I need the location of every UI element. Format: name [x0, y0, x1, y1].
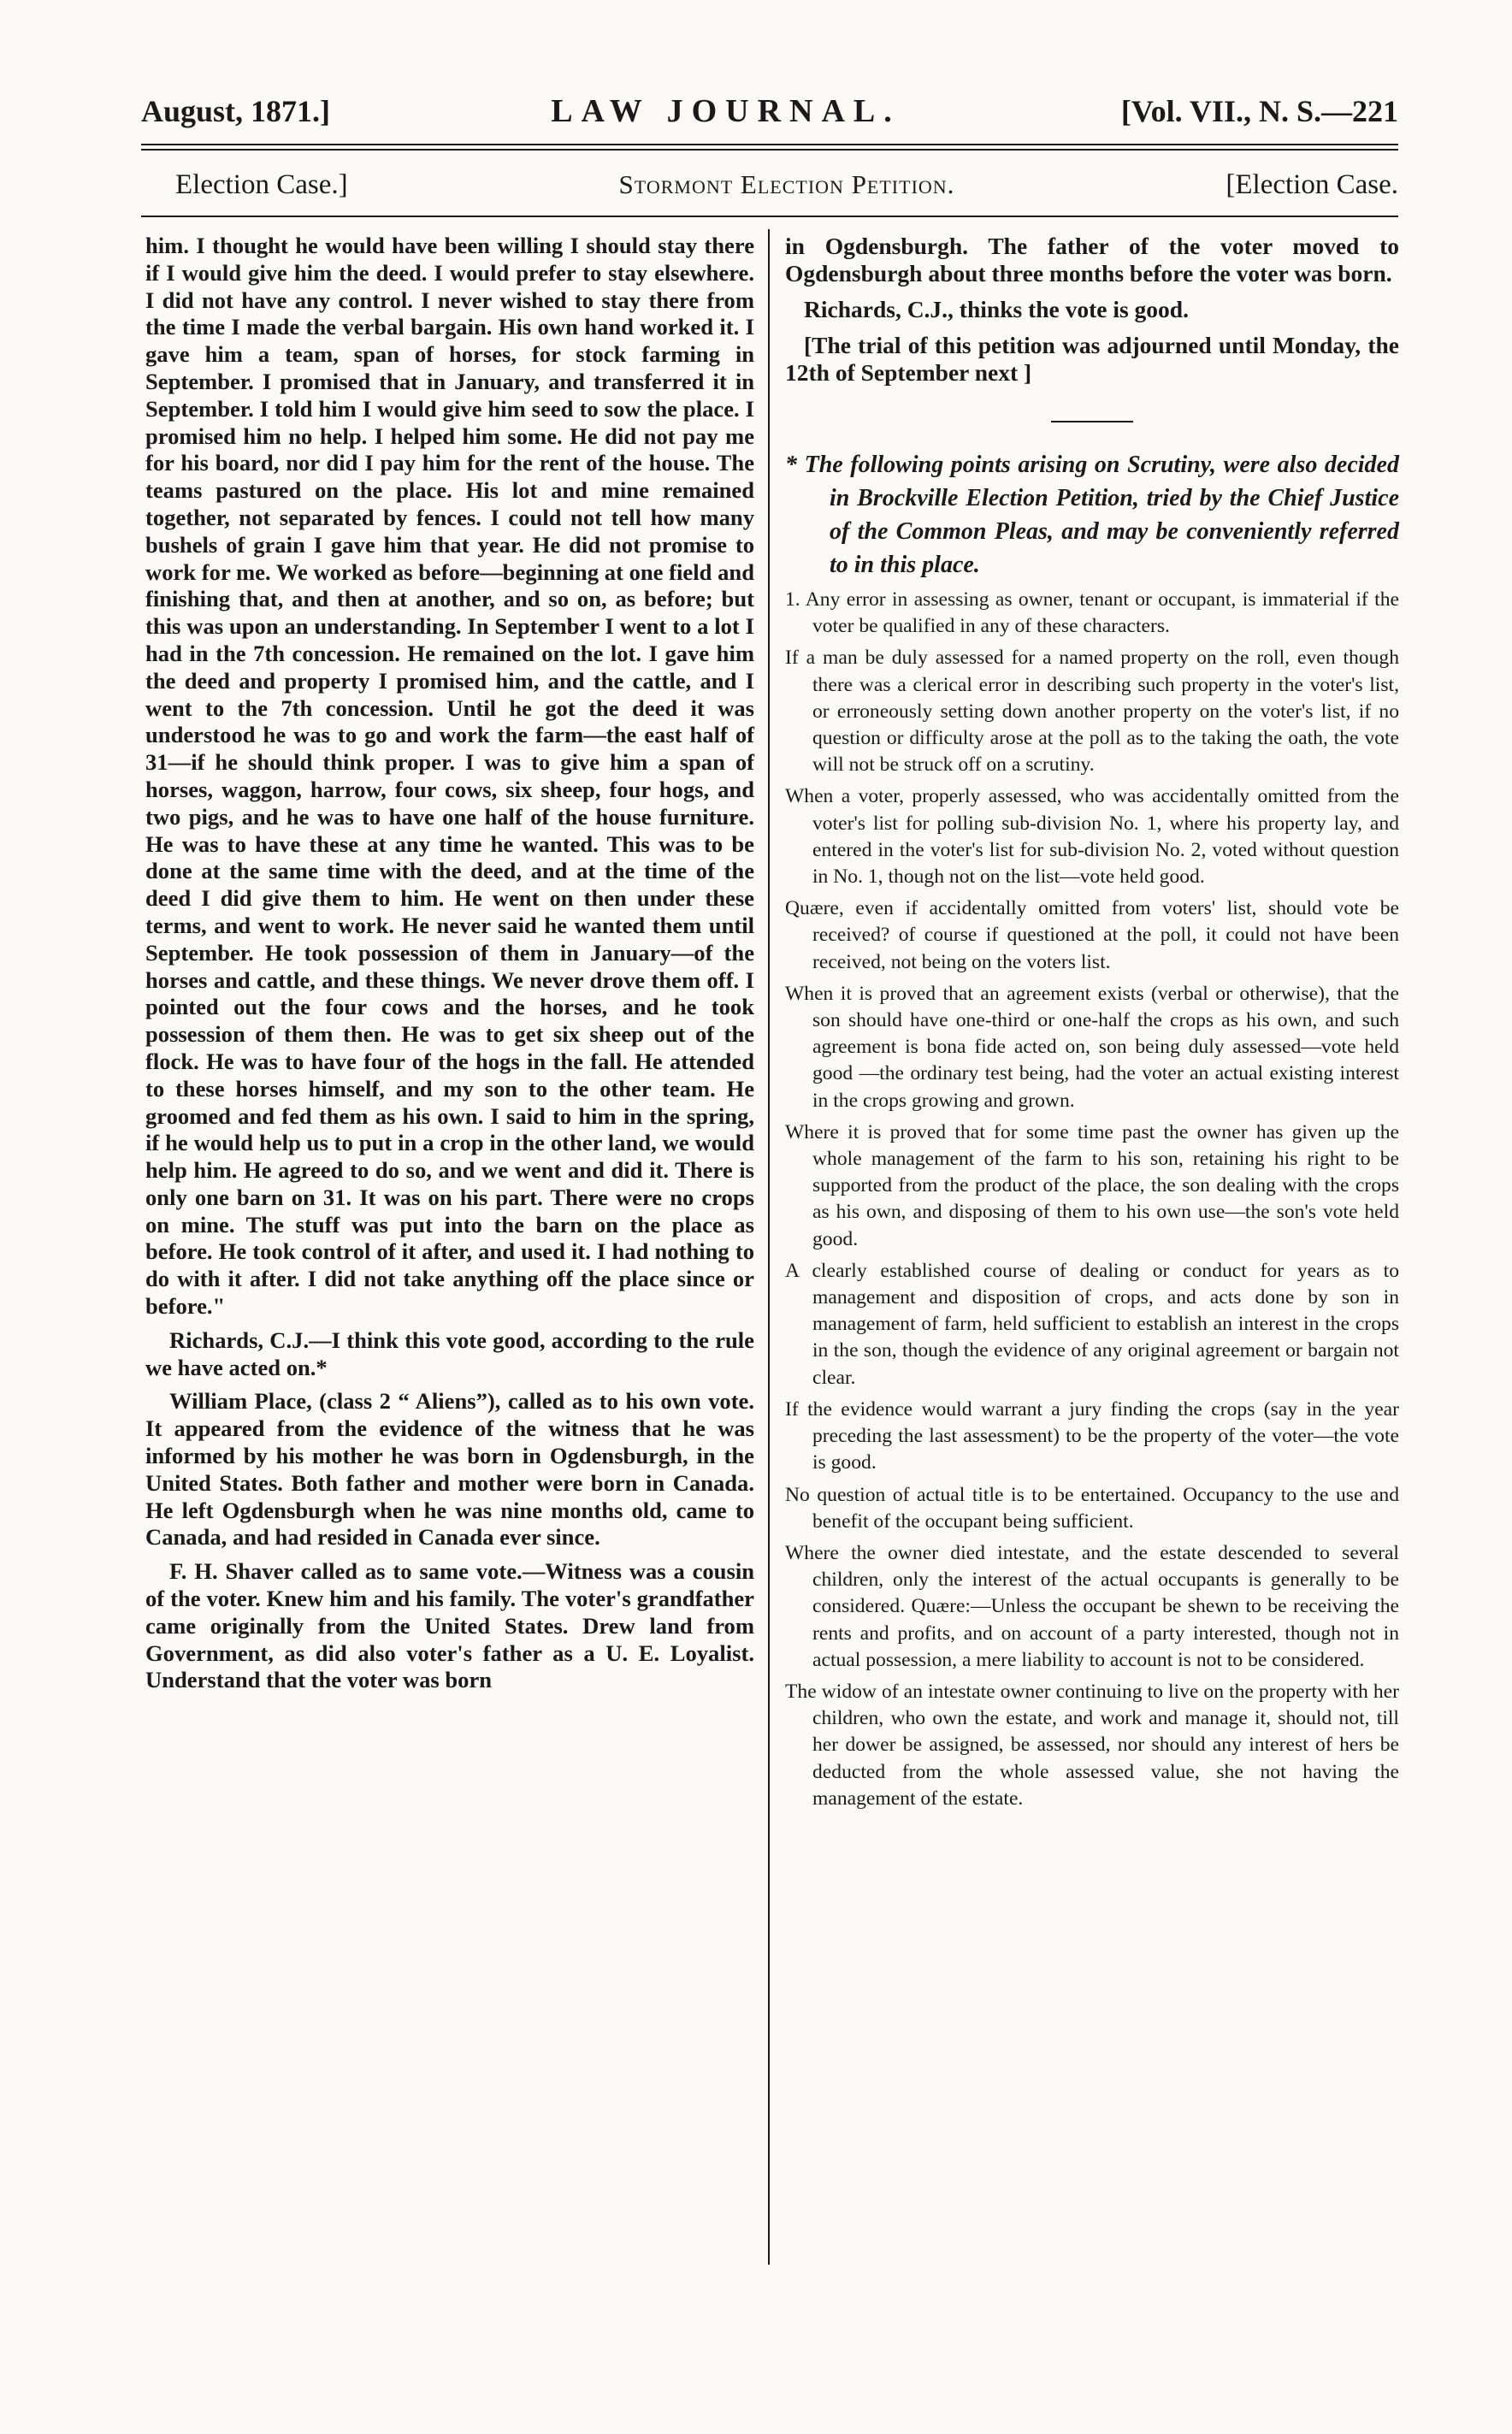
scrutiny-point: Quære, even if accidentally omitted from voters' list, should vote be received? of course if questioned at the poll, it could not have been received, not being on the voters list. — [785, 897, 1399, 973]
scrutiny-point: If the evidence would warrant a jury finding the crops (say in the year preceding the last assessment) to be the property of the voter—the vote is good. — [785, 1397, 1399, 1474]
separator-rule — [1051, 421, 1133, 422]
ruling-paragraph-right: Richards, C.J., thinks the vote is good. — [804, 296, 1189, 322]
header-double-rule — [141, 144, 1398, 151]
running-header — [141, 92, 1398, 137]
scrutiny-point: When it is proved that an agreement exists (verbal or otherwise), that the son should have one-third or one-half the crops as his own, and such agreement is bona fide acted on, son being duly assessed—vote held good —the ordinary test being, had the voter an actual existing interest in the crops growing and grown. — [785, 982, 1399, 1112]
scrutiny-point: Where the owner died intestate, and the estate descended to several children, only the interest of the actual occupants is generally to be considered. Quære:—Unless the occupant be shewn to be receiving the rents and profits, and on account of a party interested, though not in actual possession, a mere liability to account is not to be considered. — [785, 1541, 1399, 1671]
section-rule — [141, 216, 1398, 217]
scrutiny-point: When a voter, properly assessed, who was accidentally omitted from the voter's list for polling sub-division No. 1, where his property lay, and entered in the voter's list for sub-division No. 2, voted without question in No. 1, though not on the list—vote held good. — [785, 785, 1399, 889]
adjournment-note: [The trial of this petition was adjourned until Monday, the 12th of September next ] — [785, 332, 1399, 386]
scrutiny-point: The widow of an intestate owner continuing to live on the property with her children, who own the estate, and work and manage it, should not, till her dower be assigned, be assessed, nor should any interest of hers be deducted from the whole assessed value, she not having the management of the estate. — [785, 1680, 1399, 1810]
scrutiny-point: A clearly established course of dealing or conduct for years as to management and disposition of crops, and acts done by son in management of farm, held sufficient to establish an interest in the crops in the son, though the evidence of any original agreement or bargain not clear. — [785, 1259, 1399, 1389]
header-date: August, 1871.] — [141, 94, 331, 128]
journal-title: LAW JOURNAL. — [551, 93, 901, 129]
section-left: Election Case.] — [175, 169, 348, 200]
left-column — [145, 233, 754, 1694]
column-divider — [768, 229, 770, 2265]
william-place-paragraph: William Place, (class 2 “ Aliens”), called as to his own vote. It appeared from the evidence of the witness that he was informed by his mother he was born in Ogdensburgh, in the United States. Both father and mother were born in Canada. He left Ogdensburgh when he was nine months old, came to Canada, and had resided in Canada ever since. — [145, 1388, 754, 1551]
scrutiny-point: 1. Any error in assessing as owner, tenant or occupant, is immaterial if the voter be qualified in any of these characters. — [785, 588, 1399, 638]
section-center: Stormont Election Petition. — [618, 169, 955, 199]
section-header — [175, 169, 1398, 209]
header-volume: [Vol. VII., N. S.—221 — [1120, 94, 1398, 128]
continuation-paragraph: in Ogdensburgh. The father of the voter moved to Ogdensburgh about three months before the voter was born. — [785, 233, 1399, 287]
scrutiny-point: No question of actual title is to be entertained. Occupancy to the use and benefit of the occupant being sufficient. — [785, 1483, 1399, 1533]
footnote-intro: * The following points arising on Scrutiny, were also decided in Brockville Election Petition, tried by the Chief Justice of the Common Pleas, and may be conveniently referred to in this place. — [785, 452, 1399, 578]
section-right: [Election Case. — [1226, 169, 1398, 200]
scrutiny-point: If a man be duly assessed for a named property on the roll, even though there was a clerical error in describing such property in the voter's list, or erroneously setting down another property on the voter's list, if no question or difficulty arose at the poll as to the taking the oath, the vote will not be struck off on a scrutiny. — [785, 647, 1399, 777]
scrutiny-point: Where it is proved that for some time past the owner has given up the whole management of the farm to his son, retaining his right to be supported from the product of the place, the son dealing with the crops as his own, and disposing of them to his own use—the son's vote held good. — [785, 1120, 1399, 1250]
shaver-paragraph: F. H. Shaver called as to same vote.—Witness was a cousin of the voter. Knew him and his family. The voter's grandfather came originally from the United States. Drew land from Government, as did also voter's father as a U. E. Loyalist. Understand that the voter was born — [145, 1558, 754, 1693]
right-column — [785, 233, 1399, 1812]
testimony-paragraph: him. I thought he would have been willing I should stay there if I would give him the deed. I would prefer to stay elsewhere. I did not have any control. I never wished to stay there from the time I made the verbal bargain. His own hand worked it. I gave him a team, span of horses, for stock farming in September. I promised that in January, and transferred it in September. I told him I would give him seed to sow the place. I promised him no help. I helped him some. He did not pay me for his board, nor did I pay him for the rent of the house. The teams pastured on the place. His lot and mine remained together, not separated by fences. I could not tell how many bushels of grain I gave him that year. He did not promise to work for me. We worked as before—beginning at one field and finishing that, and then at another, and so on, as before; but this was upon an understanding. In September I went to a lot I had in the 7th concession. He remained on the lot. I gave him the deed and property I promised him, and the cattle, and I went to the 7th concession. Until he got the deed it was understood he was to go and work the farm—the east half of 31—if he should think proper. I was to give him a span of horses, waggon, harrow, four cows, six sheep, four hogs, and two pigs, and he was to have one half of the house furniture. He was to have these at any time he wanted. This was to be done at the same time with the deed, and at the time of the deed I did give them to him. He went on then under these terms, and went to work. He never said he wanted them until September. He took possession of them in January—of the horses and cattle, and these things. We never drove them off. I pointed out the four cows and the horses, and he took possession of them then. He was to get six sheep out of the flock. He was to have four of the hogs in the fall. He attended to these horses himself, and my son to the other team. He groomed and fed them as his own. I said to him in the spring, if he would help us to put in a crop in the other land, we would help him. He agreed to do so, and we went and did it. There is only one barn on 31. It was on his part. There were no crops on mine. The stuff was put into the barn on the place as before. He took control of it after, and used it. I had nothing to do with it after. I did not take anything off the place since or before." — [145, 233, 754, 1320]
ruling-paragraph: Richards, C.J.—I think this vote good, according to the rule we have acted on.* — [145, 1326, 754, 1380]
